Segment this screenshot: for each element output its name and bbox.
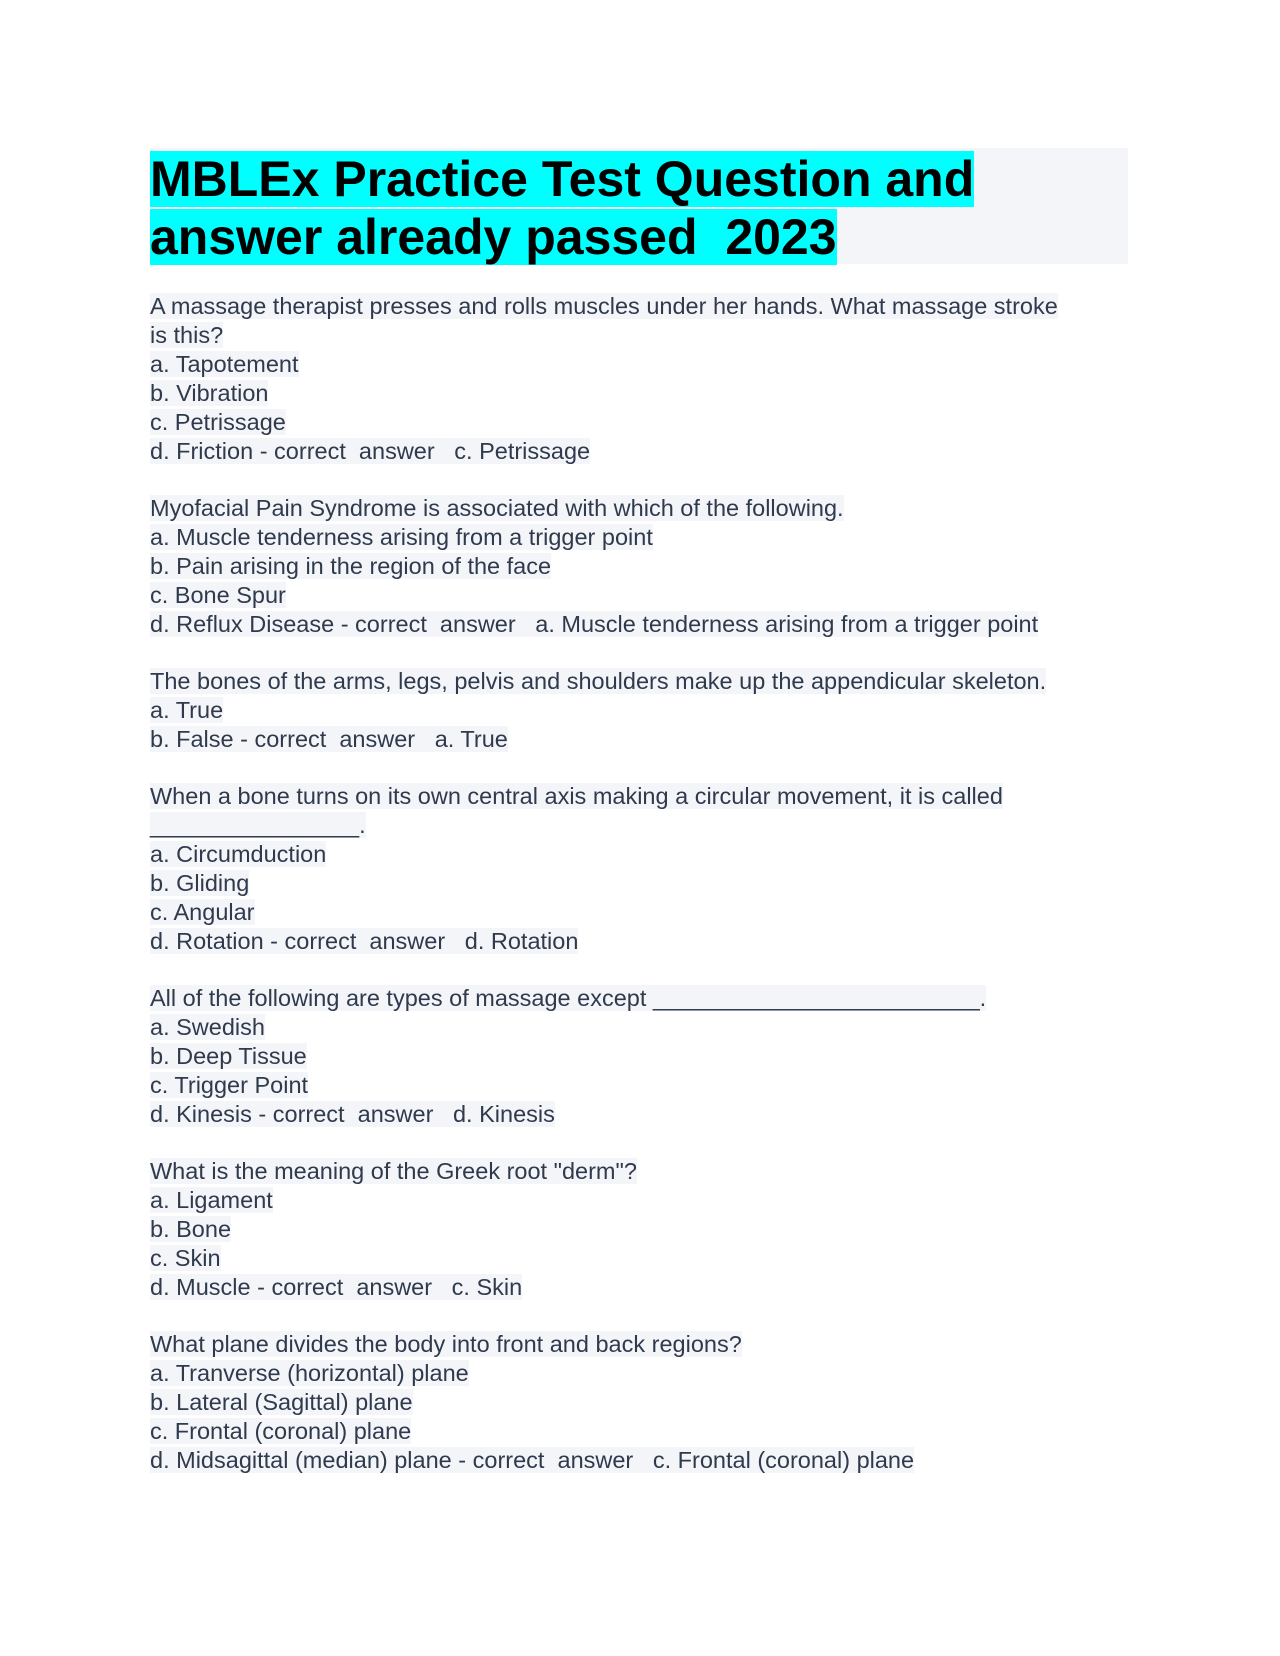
document-title [150, 148, 1128, 264]
answer-option [150, 869, 1128, 898]
question-text [150, 782, 1128, 811]
line-text: c. Skin [150, 1245, 221, 1271]
line-text: a. Muscle tenderness arising from a trigger point [150, 524, 653, 550]
answer-option [150, 523, 1128, 552]
line-text: c. Petrissage [150, 409, 286, 435]
line-text: b. Vibration [150, 380, 269, 406]
answer-option [150, 725, 1128, 754]
line-text: a. True [150, 697, 224, 723]
answer-option [150, 350, 1128, 379]
answer-option [150, 581, 1128, 610]
answer-option [150, 610, 1128, 639]
answer-option [150, 927, 1128, 956]
answer-option [150, 552, 1128, 581]
line-text: Myofacial Pain Syndrome is associated with which of the following. [150, 495, 844, 521]
answer-option [150, 696, 1128, 725]
line-text: c. Frontal (coronal) plane [150, 1418, 412, 1444]
question-block [150, 984, 1128, 1129]
answer-option [150, 1013, 1128, 1042]
line-text: When a bone turns on its own central axis making a circular movement, it is called [150, 783, 1003, 809]
line-text: a. Circumduction [150, 841, 327, 867]
line-text: c. Bone Spur [150, 582, 286, 608]
line-text: c. Angular [150, 899, 255, 925]
line-text: A massage therapist presses and rolls muscles under her hands. What massage stroke [150, 293, 1058, 319]
line-text: a. Swedish [150, 1014, 265, 1040]
question-block [150, 667, 1128, 754]
line-text: b. Gliding [150, 870, 250, 896]
line-text: c. Trigger Point [150, 1072, 309, 1098]
line-text: d. Reflux Disease - correct answer a. Muscle tenderness arising from a trigger point [150, 611, 1039, 637]
document-page [150, 148, 1128, 1503]
line-text: is this? [150, 322, 224, 348]
line-text: What plane divides the body into front and back regions? [150, 1331, 742, 1357]
question-text [150, 292, 1128, 321]
answer-option [150, 840, 1128, 869]
line-text: d. Kinesis - correct answer d. Kinesis [150, 1101, 555, 1127]
answer-option [150, 1359, 1128, 1388]
line-text: b. Bone [150, 1216, 232, 1242]
question-text [150, 984, 1128, 1013]
title-line-2: answer already passed 2023 [150, 209, 837, 265]
line-text: a. Tranverse (horizontal) plane [150, 1360, 469, 1386]
title-line-1: MBLEx Practice Test Question and [150, 151, 975, 207]
question-block [150, 494, 1128, 639]
line-text: d. Friction - correct answer c. Petrissage [150, 438, 591, 464]
answer-option [150, 379, 1128, 408]
answer-option [150, 1100, 1128, 1129]
answer-option [150, 1244, 1128, 1273]
question-block [150, 1157, 1128, 1302]
answer-option [150, 1273, 1128, 1302]
question-text [150, 1157, 1128, 1186]
question-text [150, 667, 1128, 696]
line-text: b. Deep Tissue [150, 1043, 307, 1069]
answer-option [150, 1215, 1128, 1244]
line-text: d. Rotation - correct answer d. Rotation [150, 928, 579, 954]
question-block [150, 292, 1128, 466]
answer-option [150, 1388, 1128, 1417]
line-text: b. Pain arising in the region of the face [150, 553, 552, 579]
line-text: b. False - correct answer a. True [150, 726, 508, 752]
answer-option [150, 321, 1128, 350]
line-text: ________________. [150, 812, 366, 838]
line-text: a. Ligament [150, 1187, 273, 1213]
answer-option [150, 437, 1128, 466]
answer-option [150, 1042, 1128, 1071]
line-text: d. Midsagittal (median) plane - correct answer c. Frontal (coronal) plane [150, 1447, 915, 1473]
question-block [150, 782, 1128, 956]
line-text: a. Tapotement [150, 351, 299, 377]
line-text: d. Muscle - correct answer c. Skin [150, 1274, 523, 1300]
question-text [150, 494, 1128, 523]
answer-option [150, 1417, 1128, 1446]
answer-option [150, 1186, 1128, 1215]
question-text [150, 1330, 1128, 1359]
answer-option [150, 811, 1128, 840]
question-block [150, 1330, 1128, 1475]
line-text: The bones of the arms, legs, pelvis and shoulders make up the appendicular skeleton. [150, 668, 1047, 694]
line-text: b. Lateral (Sagittal) plane [150, 1389, 413, 1415]
line-text: What is the meaning of the Greek root "derm"? [150, 1158, 637, 1184]
answer-option [150, 1071, 1128, 1100]
question-list [150, 292, 1128, 1475]
answer-option [150, 1446, 1128, 1475]
answer-option [150, 898, 1128, 927]
answer-option [150, 408, 1128, 437]
line-text: All of the following are types of massage except _________________________. [150, 985, 987, 1011]
